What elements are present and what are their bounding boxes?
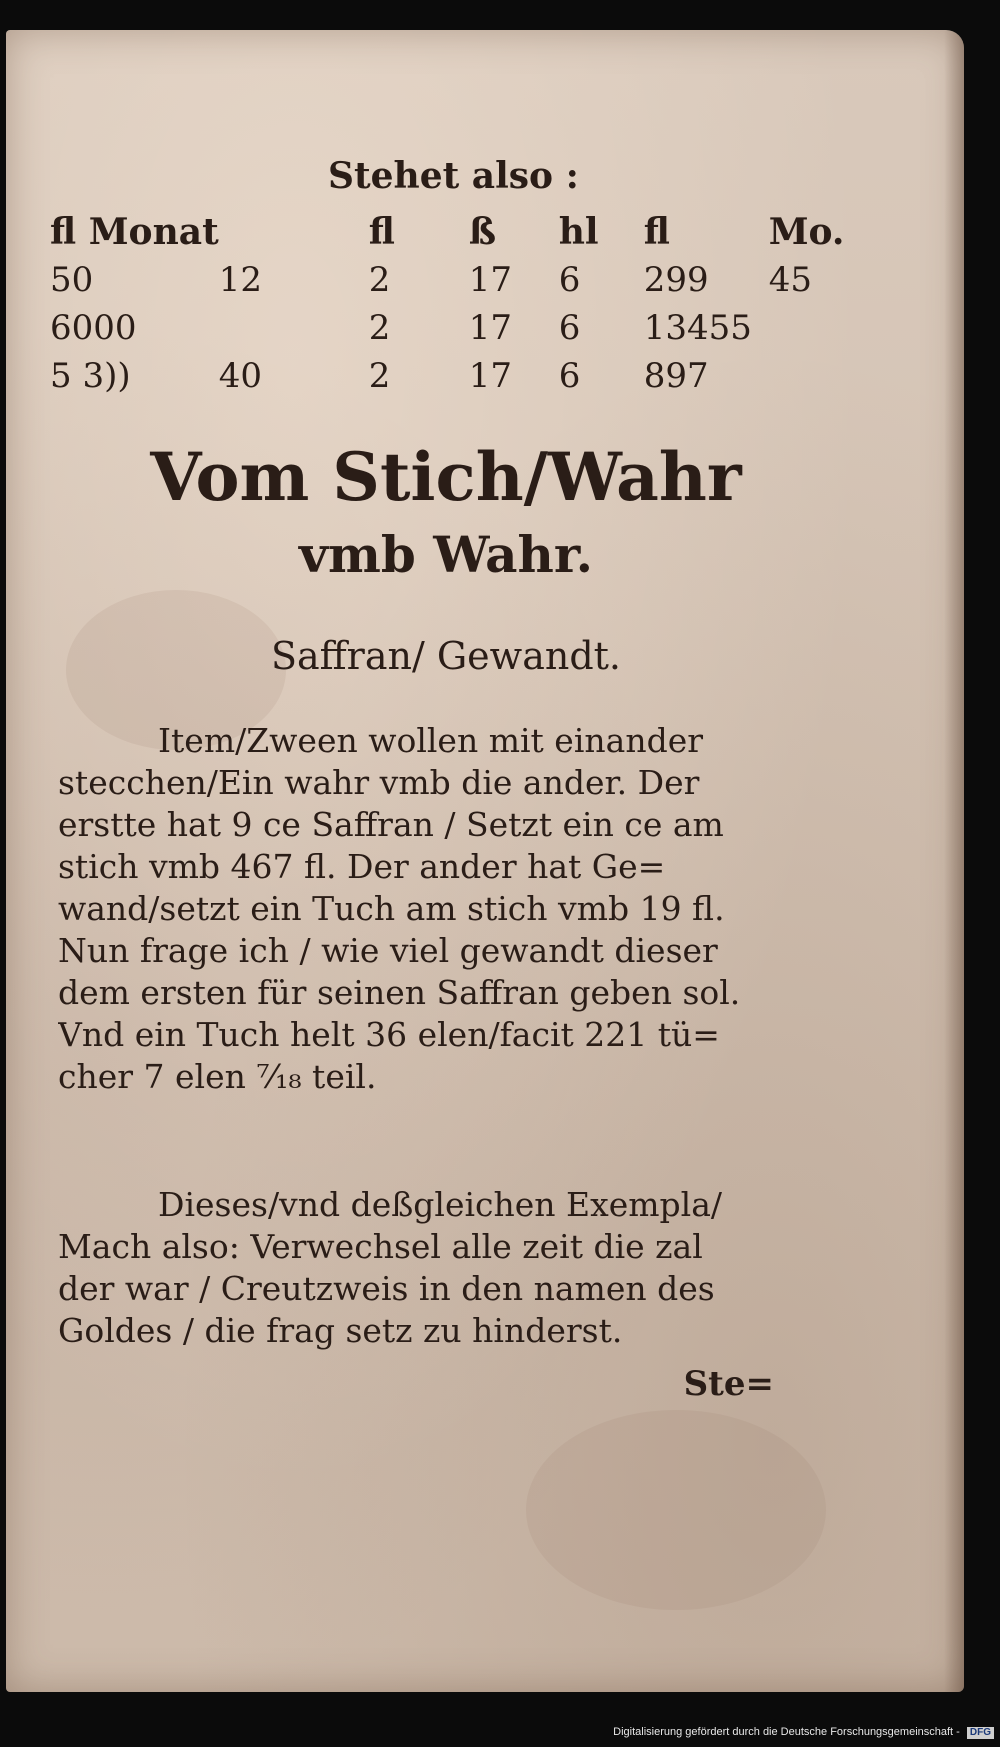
text-line: Goldes / die frag setz zu hinderst.	[58, 1311, 623, 1350]
table-cell: 2	[368, 308, 391, 348]
table-cell: 5 3))	[50, 356, 131, 396]
table-header-row	[50, 208, 859, 256]
table-header-cell: fl	[643, 211, 670, 253]
table-cell: 45	[768, 260, 812, 300]
table-cell: 299	[643, 260, 709, 300]
table-cell: 13455	[643, 308, 752, 348]
table-cell: 40	[218, 356, 262, 396]
table-header-cell	[219, 208, 369, 256]
table-cell: 6	[558, 308, 581, 348]
text-line: stecchen/Ein wahr vmb die ander. Der	[58, 763, 700, 802]
text-line: erstte hat 9 ce Saffran / Setzt ein ce am	[58, 805, 724, 844]
page-edge-shadow	[944, 30, 964, 1692]
calculation-table	[50, 208, 859, 400]
text-line: Mach also: Verwechsel alle zeit die zal	[58, 1227, 703, 1266]
table-header-cell: Mo.	[768, 211, 845, 253]
table-cell	[219, 304, 369, 352]
subheading: Saffran/ Gewandt.	[270, 634, 622, 678]
table-cell: 2	[368, 356, 391, 396]
table-cell: 6	[558, 356, 581, 396]
table-cell: 12	[218, 260, 262, 300]
table-cell: 17	[468, 308, 512, 348]
table-header-cell: fl Monat	[50, 211, 219, 253]
text-line: cher 7 elen ⁷⁄₁₈ teil.	[58, 1057, 377, 1096]
section-heading-continued: vmb Wahr.	[298, 525, 594, 584]
text-line: Dieses/vnd deßgleichen Exempla/	[158, 1185, 723, 1224]
table-cell: 2	[368, 260, 391, 300]
table-cell: 50	[50, 260, 94, 300]
paragraph-method	[58, 1184, 798, 1352]
credit-text: Digitalisierung gefördert durch die Deutsche Forschungsgemeinschaft -	[613, 1726, 960, 1738]
book-page	[6, 30, 964, 1692]
section-heading: Vom Stich/Wahr	[150, 438, 742, 516]
text-line: Nun frage ich / wie viel gewandt dieser	[58, 931, 718, 970]
text-line: stich vmb 467 fl. Der ander hat Ge=	[58, 847, 666, 886]
table-row	[50, 256, 859, 304]
text-line: Vnd ein Tuch helt 36 elen/facit 221 tü=	[58, 1015, 720, 1054]
table-header-cell: ß	[468, 211, 497, 253]
table-row	[50, 352, 859, 400]
table-cell: 17	[468, 260, 512, 300]
catchword: Ste=	[683, 1364, 774, 1404]
table-cell: 897	[643, 356, 709, 396]
digitization-credit	[613, 1726, 994, 1739]
paragraph-problem	[58, 720, 798, 1098]
table-row	[50, 304, 859, 352]
table-cell: 6	[558, 260, 581, 300]
stehet-label: Stehet also :	[328, 155, 579, 197]
paper-stain	[526, 1410, 826, 1610]
text-line: wand/setzt ein Tuch am stich vmb 19 fl.	[58, 889, 725, 928]
table-cell: 6000	[50, 308, 137, 348]
table-header-cell: fl	[368, 211, 395, 253]
table-cell: 17	[468, 356, 512, 396]
table-cell	[769, 352, 859, 400]
dfg-logo: DFG	[967, 1727, 994, 1739]
table-header-cell: hl	[558, 211, 599, 253]
text-line: der war / Creutzweis in den namen des	[58, 1269, 715, 1308]
text-line: Item/Zween wollen mit einander	[158, 721, 703, 760]
text-line: dem ersten für seinen Saffran geben sol.	[58, 973, 741, 1012]
table-cell	[769, 304, 859, 352]
